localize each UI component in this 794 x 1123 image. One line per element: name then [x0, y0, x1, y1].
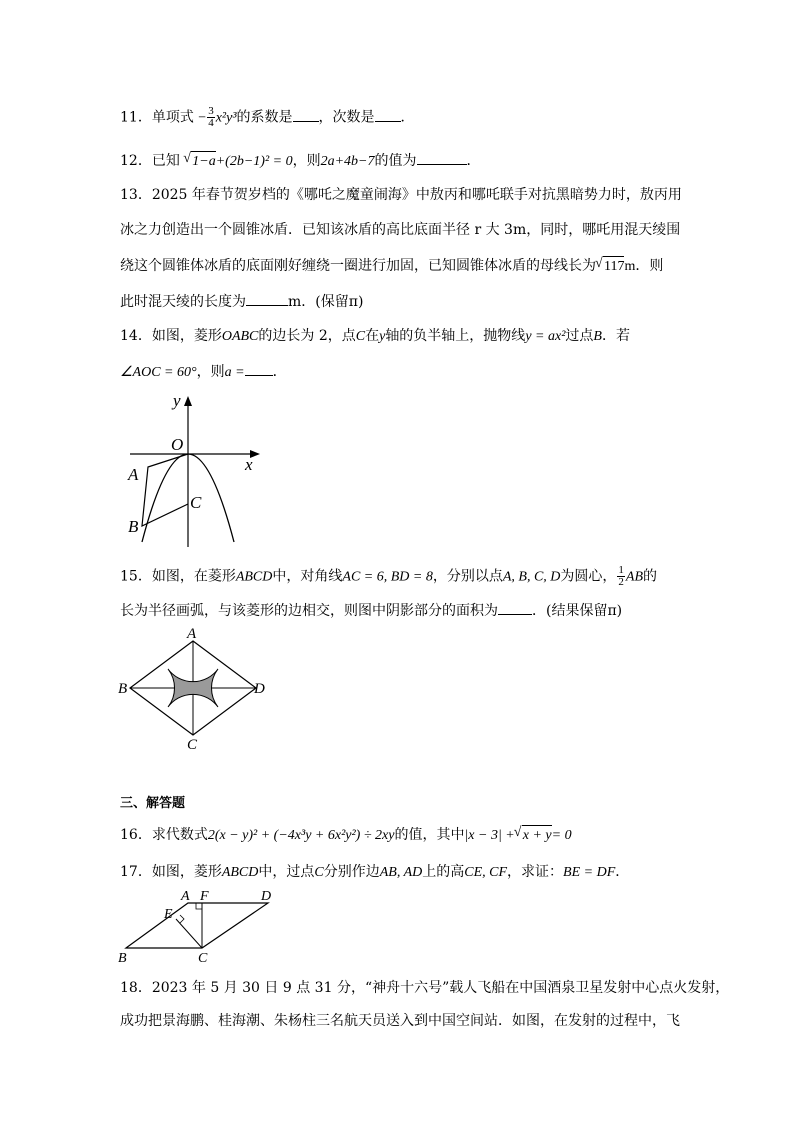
label-F: F	[200, 889, 209, 904]
figure-15-rhombus-arcs	[118, 624, 268, 754]
question-14-line-1: 14．如图，菱形OABC的边长为 2，点C在y轴的负半轴上，抛物线y = ax²过点B．若	[120, 328, 630, 344]
label-C: C	[190, 493, 202, 512]
question-11: 11．单项式 − $\frac{3}{4}$ x²y³的系数是 ，次数是 ．	[120, 105, 415, 129]
answer-blank[interactable]	[498, 600, 532, 615]
question-17: 17．如图，菱形ABCD中，过点C分别作边AB, AD上的高CE, CF，求证：BE = DF．	[120, 864, 630, 880]
label-A: A	[187, 626, 197, 642]
label-A: A	[181, 889, 190, 904]
figure-14-parabola-rhombus	[120, 392, 270, 552]
label-C: C	[198, 951, 208, 966]
label-E: E	[164, 907, 173, 922]
question-15-line-1: 15．如图，在菱形ABCD中，对角线AC = 6, BD = 8，分别以点A, B, C, D为圆心， $\frac{1}{2}$ AB的	[120, 564, 658, 588]
label-B: B	[118, 681, 128, 697]
label-x: x	[245, 455, 253, 474]
label-D: D	[254, 681, 265, 697]
label-D: D	[261, 889, 272, 904]
label-C: C	[187, 737, 198, 753]
answer-blank[interactable]	[375, 107, 401, 122]
question-15-line-2: 长为半径画弧，与该菱形的边相交，则图中阴影部分的面积为 ．(结果保留π)	[120, 600, 622, 621]
question-12: 12．已知 √ 1−a+(2b−1)² = 0，则2a+4b−7的值为 ．	[120, 150, 481, 172]
question-16: 16．求代数式2(x − y)² + (−4x³y + 6x²y²) ÷ 2xy的值，其中|x − 3| +√ x + y= 0	[120, 825, 572, 846]
label-B: B	[128, 517, 139, 536]
label-B: B	[118, 951, 127, 966]
answer-blank[interactable]	[246, 291, 288, 306]
y-axis-arrow-icon	[184, 396, 192, 406]
label-O: O	[171, 435, 184, 454]
question-14-line-2: ∠AOC = 60°，则a = ．	[120, 361, 287, 383]
answer-blank[interactable]	[293, 107, 319, 122]
question-13-line-2: 冰之力创造出一个圆锥冰盾．已知该冰盾的高比底面半径 r 大 3m，同时，哪吒用混天绫围	[120, 222, 681, 238]
answer-blank[interactable]	[245, 361, 273, 376]
question-18-line-1: 18．2023 年 5 月 30 日 9 点 31 分，“神舟十六号”载人飞船在中国酒泉卫星发射中心点火发射，	[120, 980, 730, 996]
section-heading: 三、解答题	[120, 796, 186, 811]
question-13-line-3: 绕这个圆锥体冰盾的底面刚好缠绕一圈进行加固，已知圆锥体冰盾的母线长为√ 117m．则	[120, 256, 663, 277]
figure-17-rhombus-heights	[116, 886, 286, 966]
rhombus-abcd	[126, 903, 268, 948]
rhombus-oabc	[142, 454, 188, 526]
question-13-line-1: 13．2025 年春节贺岁档的《哪吒之魔童闹海》中敖丙和哪吒联手对抗黑暗势力时，敖丙用	[120, 187, 682, 203]
label-y: y	[173, 392, 181, 410]
question-18-line-2: 成功把景海鹏、桂海潮、朱杨柱三名航天员送入到中国空间站．如图，在发射的过程中，飞	[120, 1013, 680, 1029]
question-13-line-4: 此时混天绫的长度为 m．(保留π)	[120, 291, 363, 312]
height-ce	[176, 919, 202, 948]
answer-blank[interactable]	[417, 150, 467, 165]
right-angle-mark-icon	[180, 915, 184, 923]
label-A: A	[128, 465, 139, 484]
